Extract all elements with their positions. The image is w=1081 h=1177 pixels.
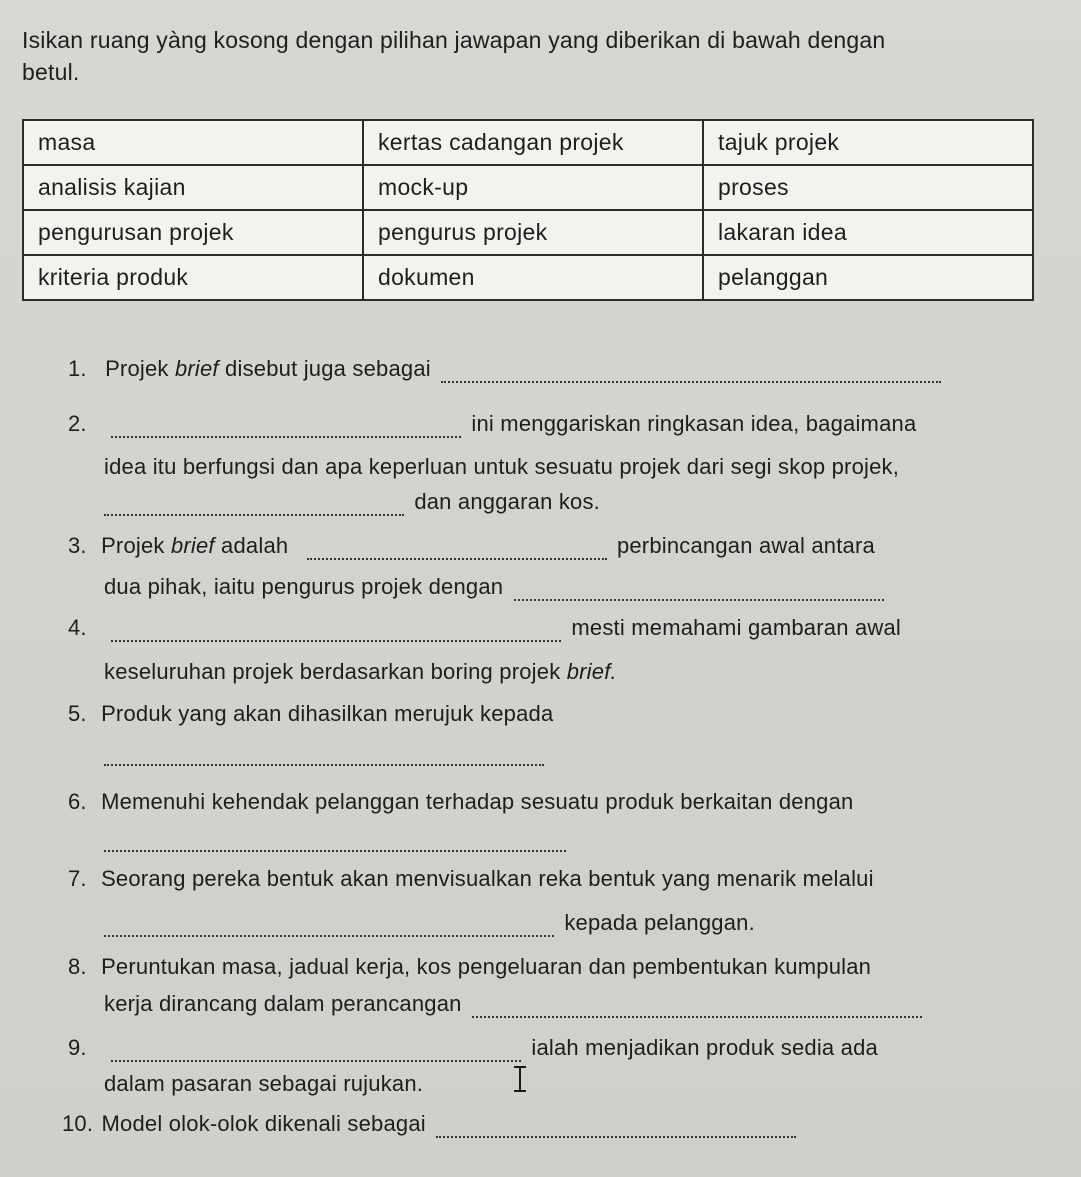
question-9 [68,1034,878,1062]
question-text-italic: brief [174,356,219,381]
question-text: Peruntukan masa, jadual kerja, kos pengeluaran dan pembentukan kumpulan [101,954,872,979]
table-cell: kriteria produk [23,255,363,300]
question-text: kepada pelanggan. [564,910,755,935]
answer-blank[interactable] [441,361,941,383]
answer-blank[interactable] [104,830,566,852]
answer-blank[interactable] [111,416,461,438]
question-text: ialah menjadikan produk sedia ada [531,1035,878,1060]
question-text: kerja dirancang dalam perancangan [104,991,462,1016]
question-number: 9. [68,1035,87,1060]
question-number: 1. [68,356,87,381]
question-text: mesti memahami gambaran awal [571,615,901,640]
question-text: keseluruhan projek berdasarkan boring projek [104,659,567,684]
question-text: Projek [101,533,171,558]
table-cell: analisis kajian [23,165,363,210]
table-cell: pelanggan [703,255,1033,300]
question-text: Produk yang akan dihasilkan merujuk kepada [101,701,554,726]
question-text: disebut juga sebagai [218,356,431,381]
question-3 [68,532,875,560]
question-6-line-2 [104,824,570,852]
question-7 [68,865,874,893]
table-cell: lakaran idea [703,210,1033,255]
answer-blank[interactable] [111,620,561,642]
question-8 [68,953,871,981]
table-cell: proses [703,165,1033,210]
question-number: 2. [68,411,87,436]
question-number: 6. [68,789,87,814]
instruction-text [22,24,1052,88]
answer-blank[interactable] [111,1040,521,1062]
question-number: 4. [68,615,87,640]
table-cell: masa [23,120,363,165]
question-text: perbincangan awal antara [616,533,875,558]
question-text: dan anggaran kos. [414,489,600,514]
answer-blank[interactable] [104,915,554,937]
question-text-italic: brief. [566,659,617,684]
table-cell: pengurusan projek [23,210,363,255]
question-number: 8. [68,954,87,979]
table-cell: dokumen [363,255,703,300]
question-5 [68,700,553,728]
instruction-line-1: Isikan ruang yàng kosong dengan pilihan jawapan yang diberikan di bawah dengan [22,27,886,53]
answer-blank[interactable] [104,494,404,516]
answer-blank[interactable] [514,579,884,601]
text-cursor-icon [513,1066,527,1092]
table-row [23,255,1033,300]
question-text: Seorang pereka bentuk akan menvisualkan reka bentuk yang menarik melalui [101,866,874,891]
question-2-line-3 [104,488,600,516]
question-6 [68,788,853,816]
question-number: 3. [68,533,87,558]
question-4-line-2 [104,658,617,686]
question-2-line-2: idea itu berfungsi dan apa keperluan untuk sesuatu projek dari segi skop projek, [104,454,900,479]
table-row [23,120,1033,165]
instruction-line-2: betul. [22,59,80,85]
table-cell: kertas cadangan projek [363,120,703,165]
table-cell: tajuk projek [703,120,1033,165]
question-8-line-2 [104,990,926,1018]
answer-blank[interactable] [436,1116,796,1138]
question-text: Projek [105,356,175,381]
table-cell: mock-up [363,165,703,210]
table-row [23,165,1033,210]
question-10 [62,1110,800,1138]
question-7-line-2 [104,909,755,937]
answer-blank[interactable] [104,744,544,766]
answer-choices-table [22,119,1034,301]
question-text: Model olok-olok dikenali sebagai [101,1111,426,1136]
question-text-italic: brief [170,533,215,558]
question-3-line-2 [104,573,888,601]
question-4 [68,614,901,642]
question-text: adalah [214,533,289,558]
question-text: ini menggariskan ringkasan idea, bagaimana [471,411,917,436]
question-5-line-2 [104,738,548,766]
question-1 [68,355,945,383]
answer-blank[interactable] [307,538,607,560]
question-number: 10. [62,1111,94,1136]
question-number: 7. [68,866,87,891]
table-cell: pengurus projek [363,210,703,255]
answer-blank[interactable] [472,996,922,1018]
table-row [23,210,1033,255]
question-text: Memenuhi kehendak pelanggan terhadap sesuatu produk berkaitan dengan [101,789,854,814]
question-2 [68,410,916,438]
question-9-line-2: dalam pasaran sebagai rujukan. [104,1071,424,1096]
question-number: 5. [68,701,87,726]
question-text: dua pihak, iaitu pengurus projek dengan [104,574,504,599]
